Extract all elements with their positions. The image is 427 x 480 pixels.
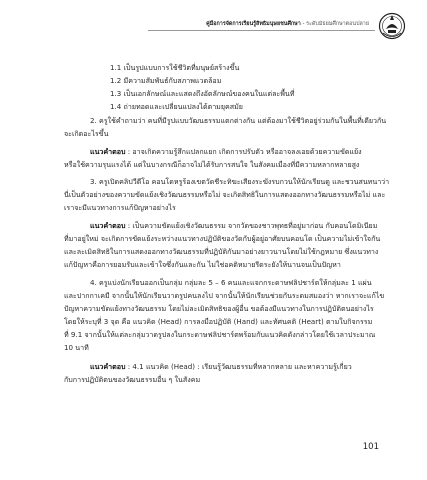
answer-line: ที่มาอยู่ใหม่ จะเกิดการขัดแย้งระหว่างแนวทางปฏิบัติของวัดกับผู้อยู่อาศัยบนคอนโด เป็นความไม่เข้าใจกัน [64,234,381,243]
page-header [0,10,427,36]
department-seal-icon [377,10,407,40]
paragraph-line: โดยให้ระบุที่ 3 จุด คือ แนวคิด (Head) การลงมือปฏิบัติ (Hand) และทัศนคติ (Heart) ตามใบกิจกรรม [64,317,373,326]
answer-line [90,146,362,159]
answer-line [90,361,352,374]
paragraph-line: 3. ครูเปิดคลิปวีดีโอ คอนโดหรูร้องเขตวัดชีระทิฆะเสียงระฆังรบกวนให้นักเรียนดู และชวนสนทนาว่า [90,177,390,186]
document-subtitle: ระดับมัธยมศึกษาตอนปลาย [306,21,369,27]
header-divider [148,30,375,31]
paragraph-line: ที่ 9.1 จากนั้นให้แต่ละกลุ่มวาดรูปลงในกระดาษฟลิปชาร์ตพร้อมกับแนวคิดดังกล่าวโดยใช้เวลาประมาณ [64,330,376,339]
paragraph-line: 2. ครูใช้คำถามว่า คนที่มีรูปแบบวัฒนธรรมแตกต่างกัน แต่ต้องมาใช้ชีวิตอยู่ร่วมกันในพื้นที่เดียวกัน [90,116,387,125]
document-title: คู่มือการจัดการเรียนรู้สิทธิมนุษยชนศึกษา [206,21,301,27]
header-separator: - [300,21,307,27]
list-item: 1.3 เป็นเอกลักษณ์และแสดงถึงอัตลักษณ์ของคนในแต่ละพื้นที่ [110,89,295,98]
paragraph-line: 10 นาที [64,343,89,352]
answer-line [90,220,377,233]
answer-line: กับการปฏิบัติตนของวัฒนธรรมอื่น ๆ ในสังคม [64,375,201,384]
list-item: 1.1 เป็นรูปแบบการใช้ชีวิตที่มนุษย์สร้างขึ้น [110,63,240,72]
answer-label: แนวคำตอบ [90,362,126,371]
paragraph-line: 4. ครูแบ่งนักเรียนออกเป็นกลุ่ม กลุ่มละ 5 – 6 คนและแจกกระดาษฟลิปชาร์ตให้กลุ่มละ 1 แผ่น [90,278,372,287]
answer-text: : เป็นความขัดแย้งเชิงวัฒนธรรม จากวัดของชาวพุทธที่อยู่มาก่อน กับคอนโดมิเนียม [125,221,378,230]
answer-line: และละเมิดสิทธิในการแสดงออกทางวัฒนธรรมที่ปฏิบัติกันมาอย่างยาวนานโดยไม่ใช้กฎหมาย ซึ่งแนวทาง [64,247,379,256]
answer-label: แนวคำตอบ [90,147,126,156]
paragraph-line: เราจะมีแนวทางการแก้ปัญหาอย่างไร [64,203,176,212]
answer-text: : 4.1 แนวคิด (Head) : เรียนรู้วัฒนธรรมที่หลากหลาย และหาความรู้เกี่ยว [125,362,352,371]
answer-label: แนวคำตอบ [90,221,126,230]
paragraph-line: และปากกาเคมี จากนั้นให้นักเรียนวาดรูปคนลงไป จากนั้นให้นักเรียนช่วยกันระดมสมองว่า หากเราจะแก้ไข [64,291,385,300]
list-item: 1.2 มีความสัมพันธ์กับสภาพแวดล้อม [110,76,222,85]
answer-text: : อาจเกิดความรู้สึกแปลกแยก เกิดการปรับตัว หรืออาจลงเอยด้วยความขัดแย้ง [125,147,362,156]
page-number: 101 [362,442,379,452]
answer-line: แก้ปัญหาคือการยอมรับและเข้าใจซึ่งกันและกัน ไม่ใช่อคติหมายรีดระยังให้นานจนเป็นปัญหา [64,260,341,269]
answer-line: หรือใช้ความรุนแรงได้ แต่ในบางกรณีก็อาจไม่ได้รับการสนใจ ในสังคมเมืองที่มีความหลากหลายสูง [64,160,360,169]
paragraph-line: จะเกิดอะไรขึ้น [64,129,109,138]
paragraph-line: นี่เป็นตัวอย่างของความขัดแย้งเชิงวัฒนธรรมหรือไม่ จะเกิดสิทธิในการแสดงออกทางวัฒนธรรมหรือไม่ และ [64,190,386,199]
list-item: 1.4 ถ่ายทอดและเปลี่ยนแปลงได้ตามยุคสมัย [110,102,243,111]
header-title [206,20,369,28]
paragraph-line: ปัญหาความขัดแย้งทางวัฒนธรรม โดยไม่ละเมิดสิทธิของผู้อื่น ขอต้องมีแนวทางในการปฏิบัติตนอย่างไร [64,304,374,313]
